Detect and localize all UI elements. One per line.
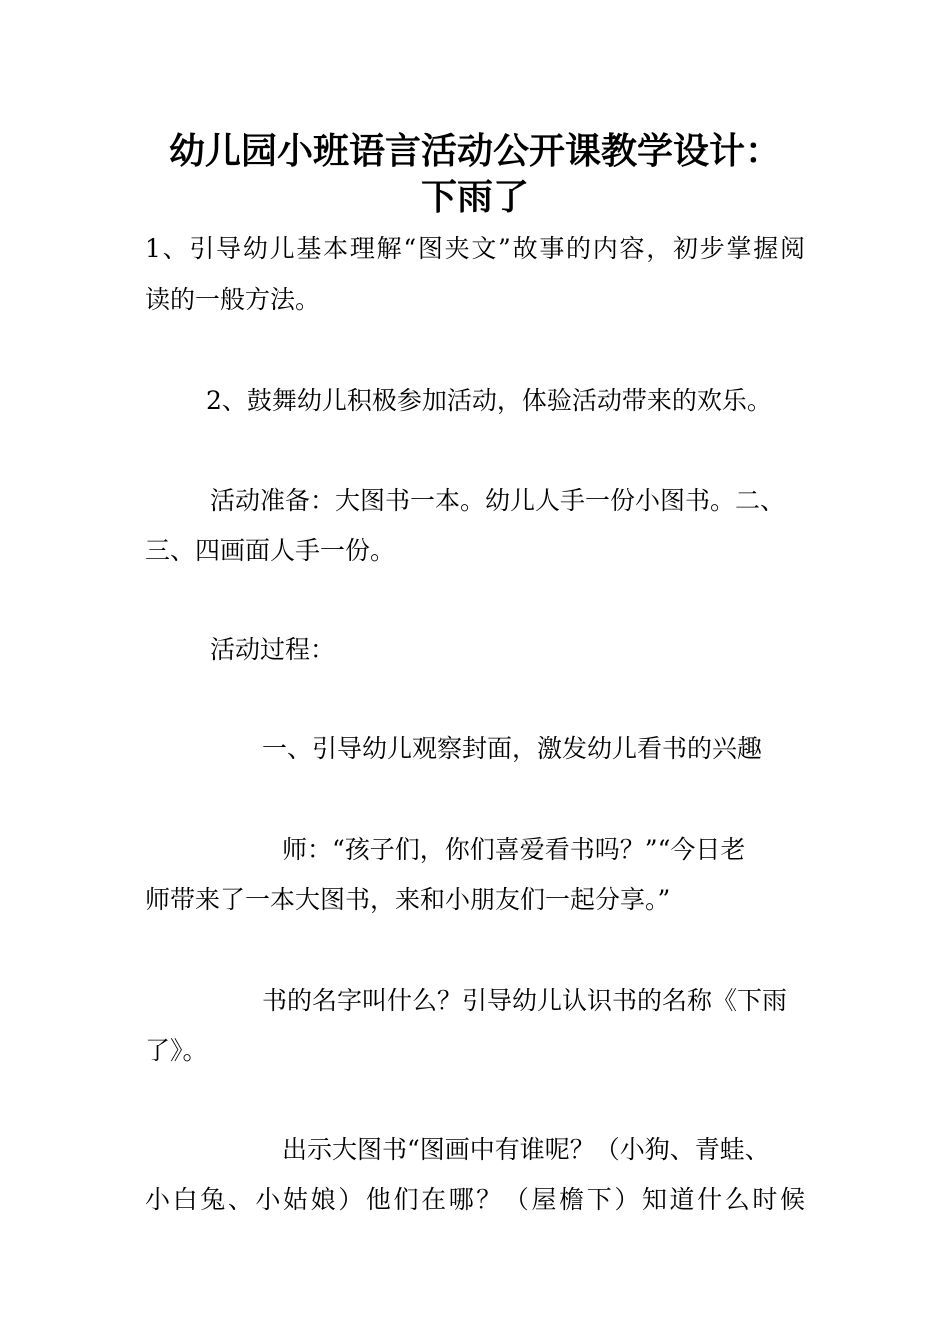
paragraph-1-line-1: 1、引导幼儿基本理解“图夹文”故事的内容，初步掌握阅 <box>145 234 805 263</box>
paragraph-2: 2、鼓舞幼儿积极参加活动，体验活动带来的欢乐。 <box>206 386 772 415</box>
paragraph-1-line-2: 读的一般方法。 <box>145 285 321 314</box>
title-line-2: 下雨了 <box>420 177 529 218</box>
paragraph-6-line-2: 师带来了一本大图书，来和小朋友们一起分享。” <box>145 885 671 914</box>
paragraph-3-line-2: 三、四画面人手一份。 <box>145 536 396 565</box>
title-line-1: 幼儿园小班语言活动公开课教学设计： <box>168 131 781 172</box>
paragraph-8-line-1: 出示大图书“图画中有谁呢？（小狗、青蛙、 <box>282 1135 770 1164</box>
paragraph-3-line-1: 活动准备：大图书一本。幼儿人手一份小图书。二、 <box>210 486 786 515</box>
paragraph-7-line-2: 了》。 <box>145 1036 208 1065</box>
paragraph-6-line-1: 师：“孩子们，你们喜爱看书吗？”“今日老 <box>282 835 746 864</box>
paragraph-8-line-2: 小白兔、小姑娘）他们在哪？（屋檐下）知道什么时候 <box>145 1185 805 1214</box>
paragraph-4: 活动过程： <box>210 635 336 664</box>
paragraph-5: 一、引导幼儿观察封面，激发幼儿看书的兴趣 <box>262 734 763 763</box>
paragraph-7-line-1: 书的名字叫什么？引导幼儿认识书的名称《下雨 <box>262 986 788 1015</box>
